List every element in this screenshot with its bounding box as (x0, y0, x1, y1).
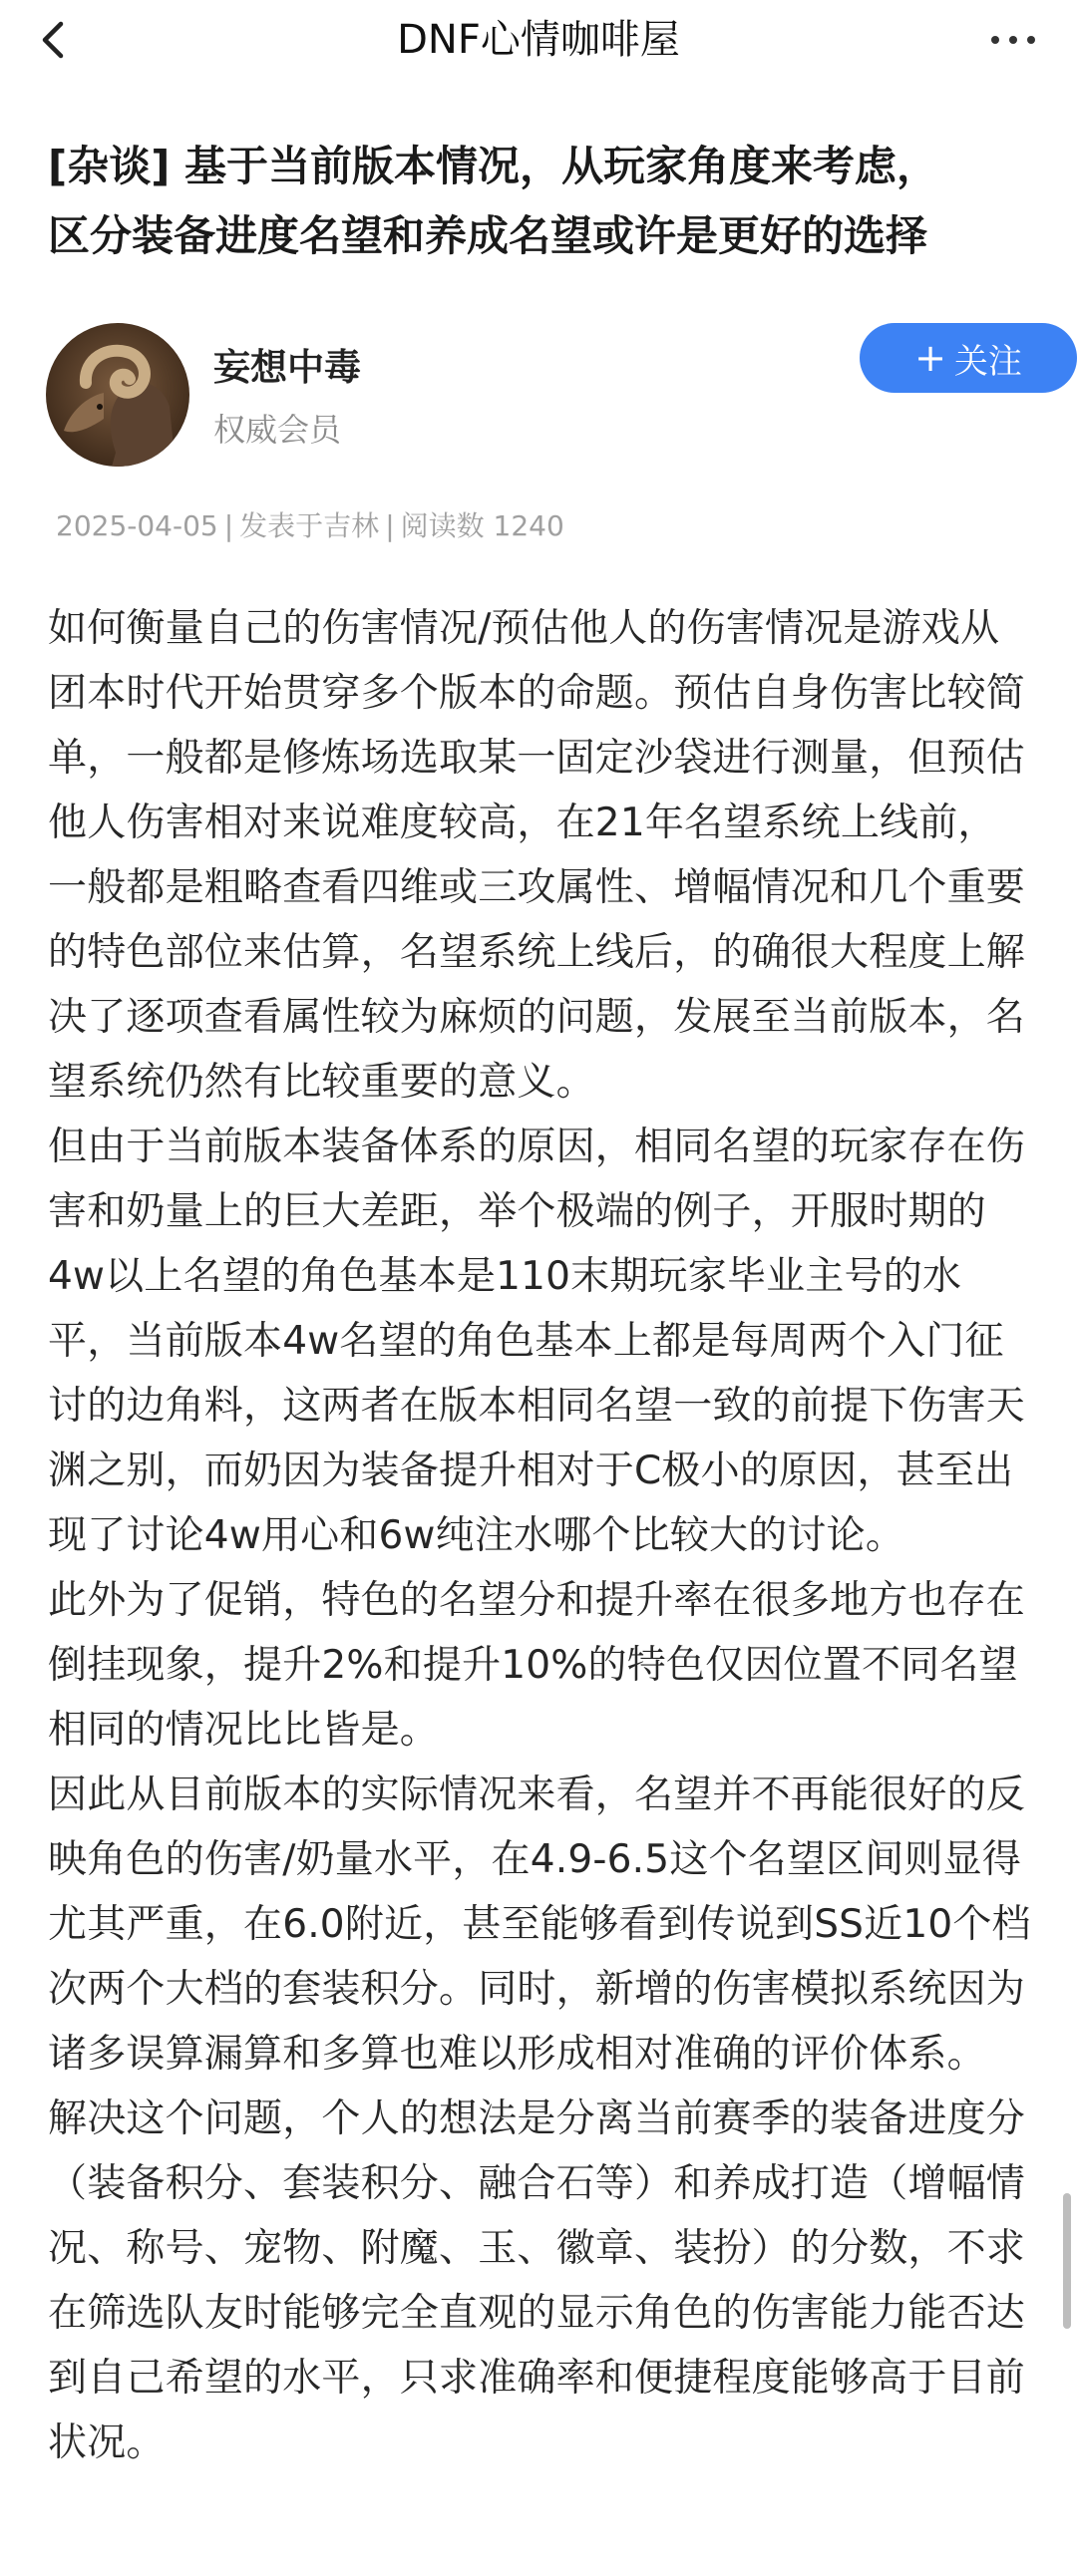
article-title (48, 132, 1035, 271)
ram-avatar-image (46, 323, 189, 467)
body-paragraph: 但由于当前版本装备体系的原因，相同名望的玩家存在伤害和奶量上的巨大差距，举个极端的例子，开服时期的4w以上名望的角色基本是110末期玩家毕业主号的水平，当前版本4w名望的角色基本上都是每周两个入门征讨的边角料，这两者在版本相同名望一致的前提下伤害天渊之别，而奶因为装备提升相对于C极小的原因，甚至出现了讨论4w用心和6w纯注水哪个比较大的讨论。 (48, 1125, 1026, 1558)
read-count: 阅读数 1240 (400, 509, 564, 542)
body-paragraph: 解决这个问题，个人的想法是分离当前赛季的装备进度分（装备积分、套装积分、融合石等）和养成打造（增幅情况、称号、宠物、附魔、玉、徽章、装扮）的分数，不求在筛选队友时能够完全直观的显示角色的伤害能力能否达到自己希望的水平，只求准确率和便捷程度能够高于目前状况。 (48, 2096, 1026, 2465)
article-title-line: 区分装备进度名望和养成名望或许是更好的选择 (48, 211, 928, 260)
scrollbar[interactable] (1063, 2193, 1071, 2329)
more-icon-dot (1027, 36, 1035, 44)
body-paragraph: 因此从目前版本的实际情况来看，名望并不再能很好的反映角色的伤害/奶量水平，在4.9-6.5这个名望区间则显得尤其严重，在6.0附近，甚至能够看到传说到SS近10个档次两个大档的套装积分。同时，新增的伤害模拟系统因为诸多误算漏算和多算也难以形成相对准确的评价体系。 (48, 1772, 1031, 2077)
body-paragraph: 此外为了促销，特色的名望分和提升率在很多地方也存在倒挂现象，提升2%和提升10%的特色仅因位置不同名望相同的情况比比皆是。 (48, 1578, 1026, 1753)
forum-title: DNF心情咖啡屋 (397, 17, 680, 63)
follow-button[interactable] (860, 323, 1077, 393)
article-body (48, 596, 1035, 2475)
meta-separator: | (385, 509, 395, 542)
post-meta (56, 504, 564, 544)
follow-label: 关注 (953, 341, 1022, 382)
article-title-line: [杂谈] 基于当前版本情况，从玩家角度来考虑， (48, 142, 939, 190)
post-location: 发表于吉林 (239, 509, 380, 542)
author-role: 权威会员 (213, 411, 342, 449)
avatar[interactable] (46, 323, 189, 467)
meta-separator: | (223, 509, 234, 542)
more-options-button[interactable] (977, 8, 1049, 72)
plus-icon: + (914, 336, 946, 380)
author-name[interactable]: 妄想中毒 (213, 346, 361, 389)
more-icon-dot (1009, 36, 1017, 44)
post-date: 2025-04-05 (56, 509, 218, 542)
body-paragraph: 如何衡量自己的伤害情况/预估他人的伤害情况是游戏从团本时代开始贯穿多个版本的命题。预估自身伤害比较简单，一般都是修炼场选取某一固定沙袋进行测量，但预估他人伤害相对来说难度较高，在21年名望系统上线前，一般都是粗略查看四维或三攻属性、增幅情况和几个重要的特色部位来估算，名望系统上线后，的确很大程度上解决了逐项查看属性较为麻烦的问题，发展至当前版本，名望系统仍然有比较重要的意义。 (48, 606, 1026, 1105)
top-navigation-bar (0, 0, 1077, 80)
more-icon (991, 36, 999, 44)
author-info (46, 323, 1033, 473)
